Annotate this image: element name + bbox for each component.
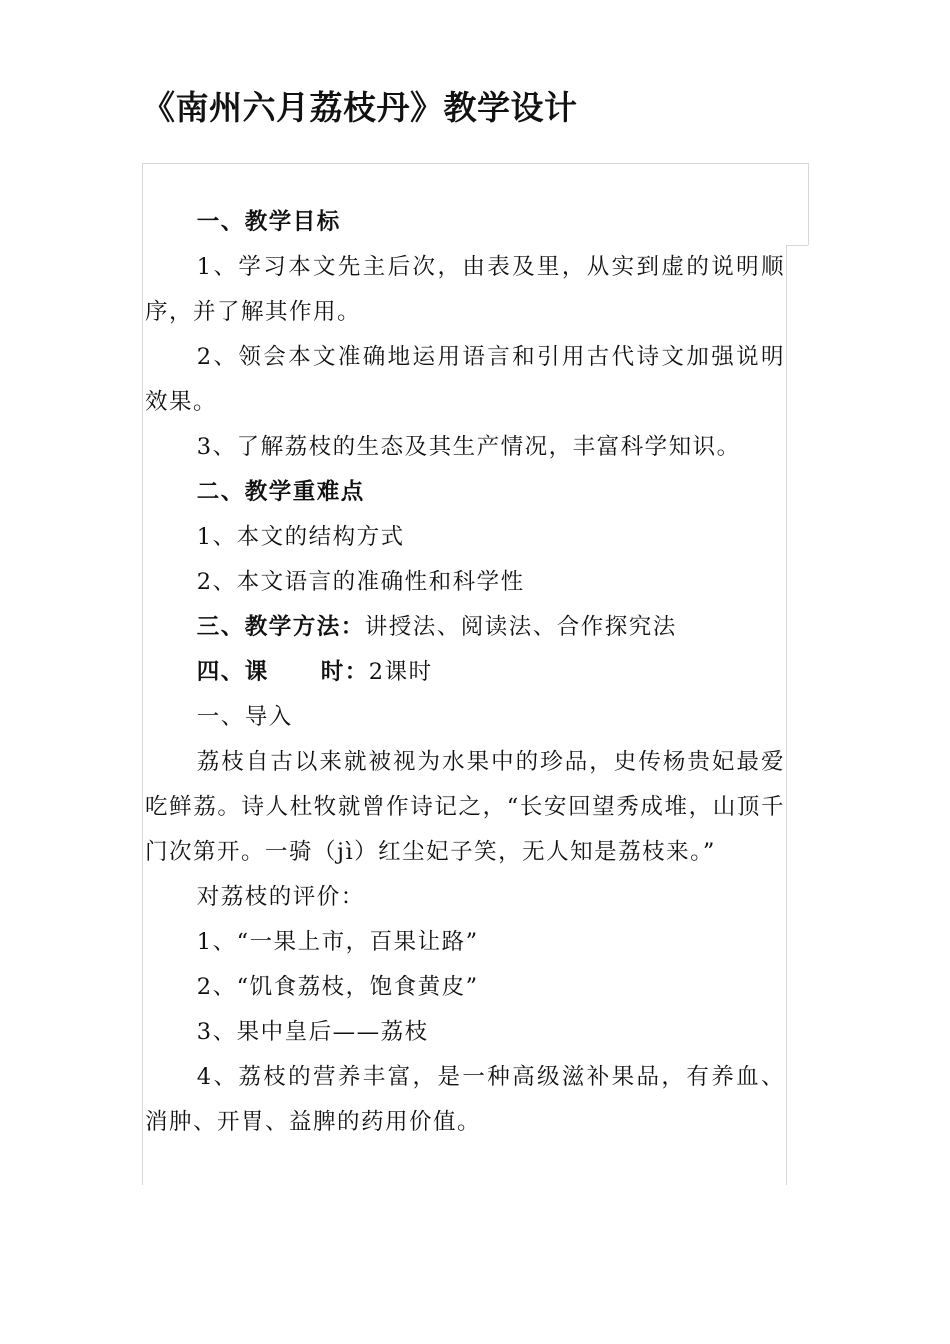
class-hours-value: 2课时 [368,659,433,685]
heading-key-points: 二、教学重难点 [196,479,365,505]
evaluation-item: 4、荔枝的营养丰富，是一种高级滋补果品，有养血、消肿、开胃、益脾的药用价值。 [145,1064,785,1135]
class-hours-label-a: 四、课 [196,659,269,685]
frame-border-right-upper [808,163,809,245]
document-title: 《南州六月荔枝丹》教学设计 [142,88,578,127]
intro-heading: 一、导入 [196,704,293,730]
frame-border-step [786,245,808,246]
intro-paragraph: 荔枝自古以来就被视为水果中的珍品，史传杨贵妃最爱吃鲜荔。诗人杜牧就曾作诗记之，“长安回望秀成堆，山顶千门次第开。一骑（jì）红尘妃子笑，无人知是荔枝来。” [145,749,785,865]
teaching-methods-label: 三、教学方法： [196,614,365,640]
evaluation-heading: 对荔枝的评价： [196,884,365,910]
evaluation-item: 1、“一果上市，百果让路” [196,929,479,955]
class-hours-label-b: 时： [320,659,369,685]
teaching-methods [145,605,785,650]
frame-border-top [142,163,808,164]
frame-border-right [786,245,787,1185]
document-body [145,200,785,1145]
key-point-item: 1、本文的结构方式 [196,524,405,550]
evaluation-item: 2、“饥食荔枝，饱食黄皮” [196,974,479,1000]
evaluation-item: 3、果中皇后——荔枝 [196,1019,429,1045]
goal-item: 3、了解荔枝的生态及其生产情况，丰富科学知识。 [196,434,741,460]
heading-teaching-goals: 一、教学目标 [196,209,341,235]
goal-item: 1、学习本文先主后次，由表及里，从实到虚的说明顺序，并了解其作用。 [145,254,785,325]
frame-border-left [142,163,143,1185]
key-point-item: 2、本文语言的准确性和科学性 [196,569,525,595]
goal-item: 2、领会本文准确地运用语言和引用古代诗文加强说明效果。 [145,344,785,415]
teaching-methods-value: 讲授法、阅读法、合作探究法 [364,614,677,640]
class-hours [145,650,785,695]
